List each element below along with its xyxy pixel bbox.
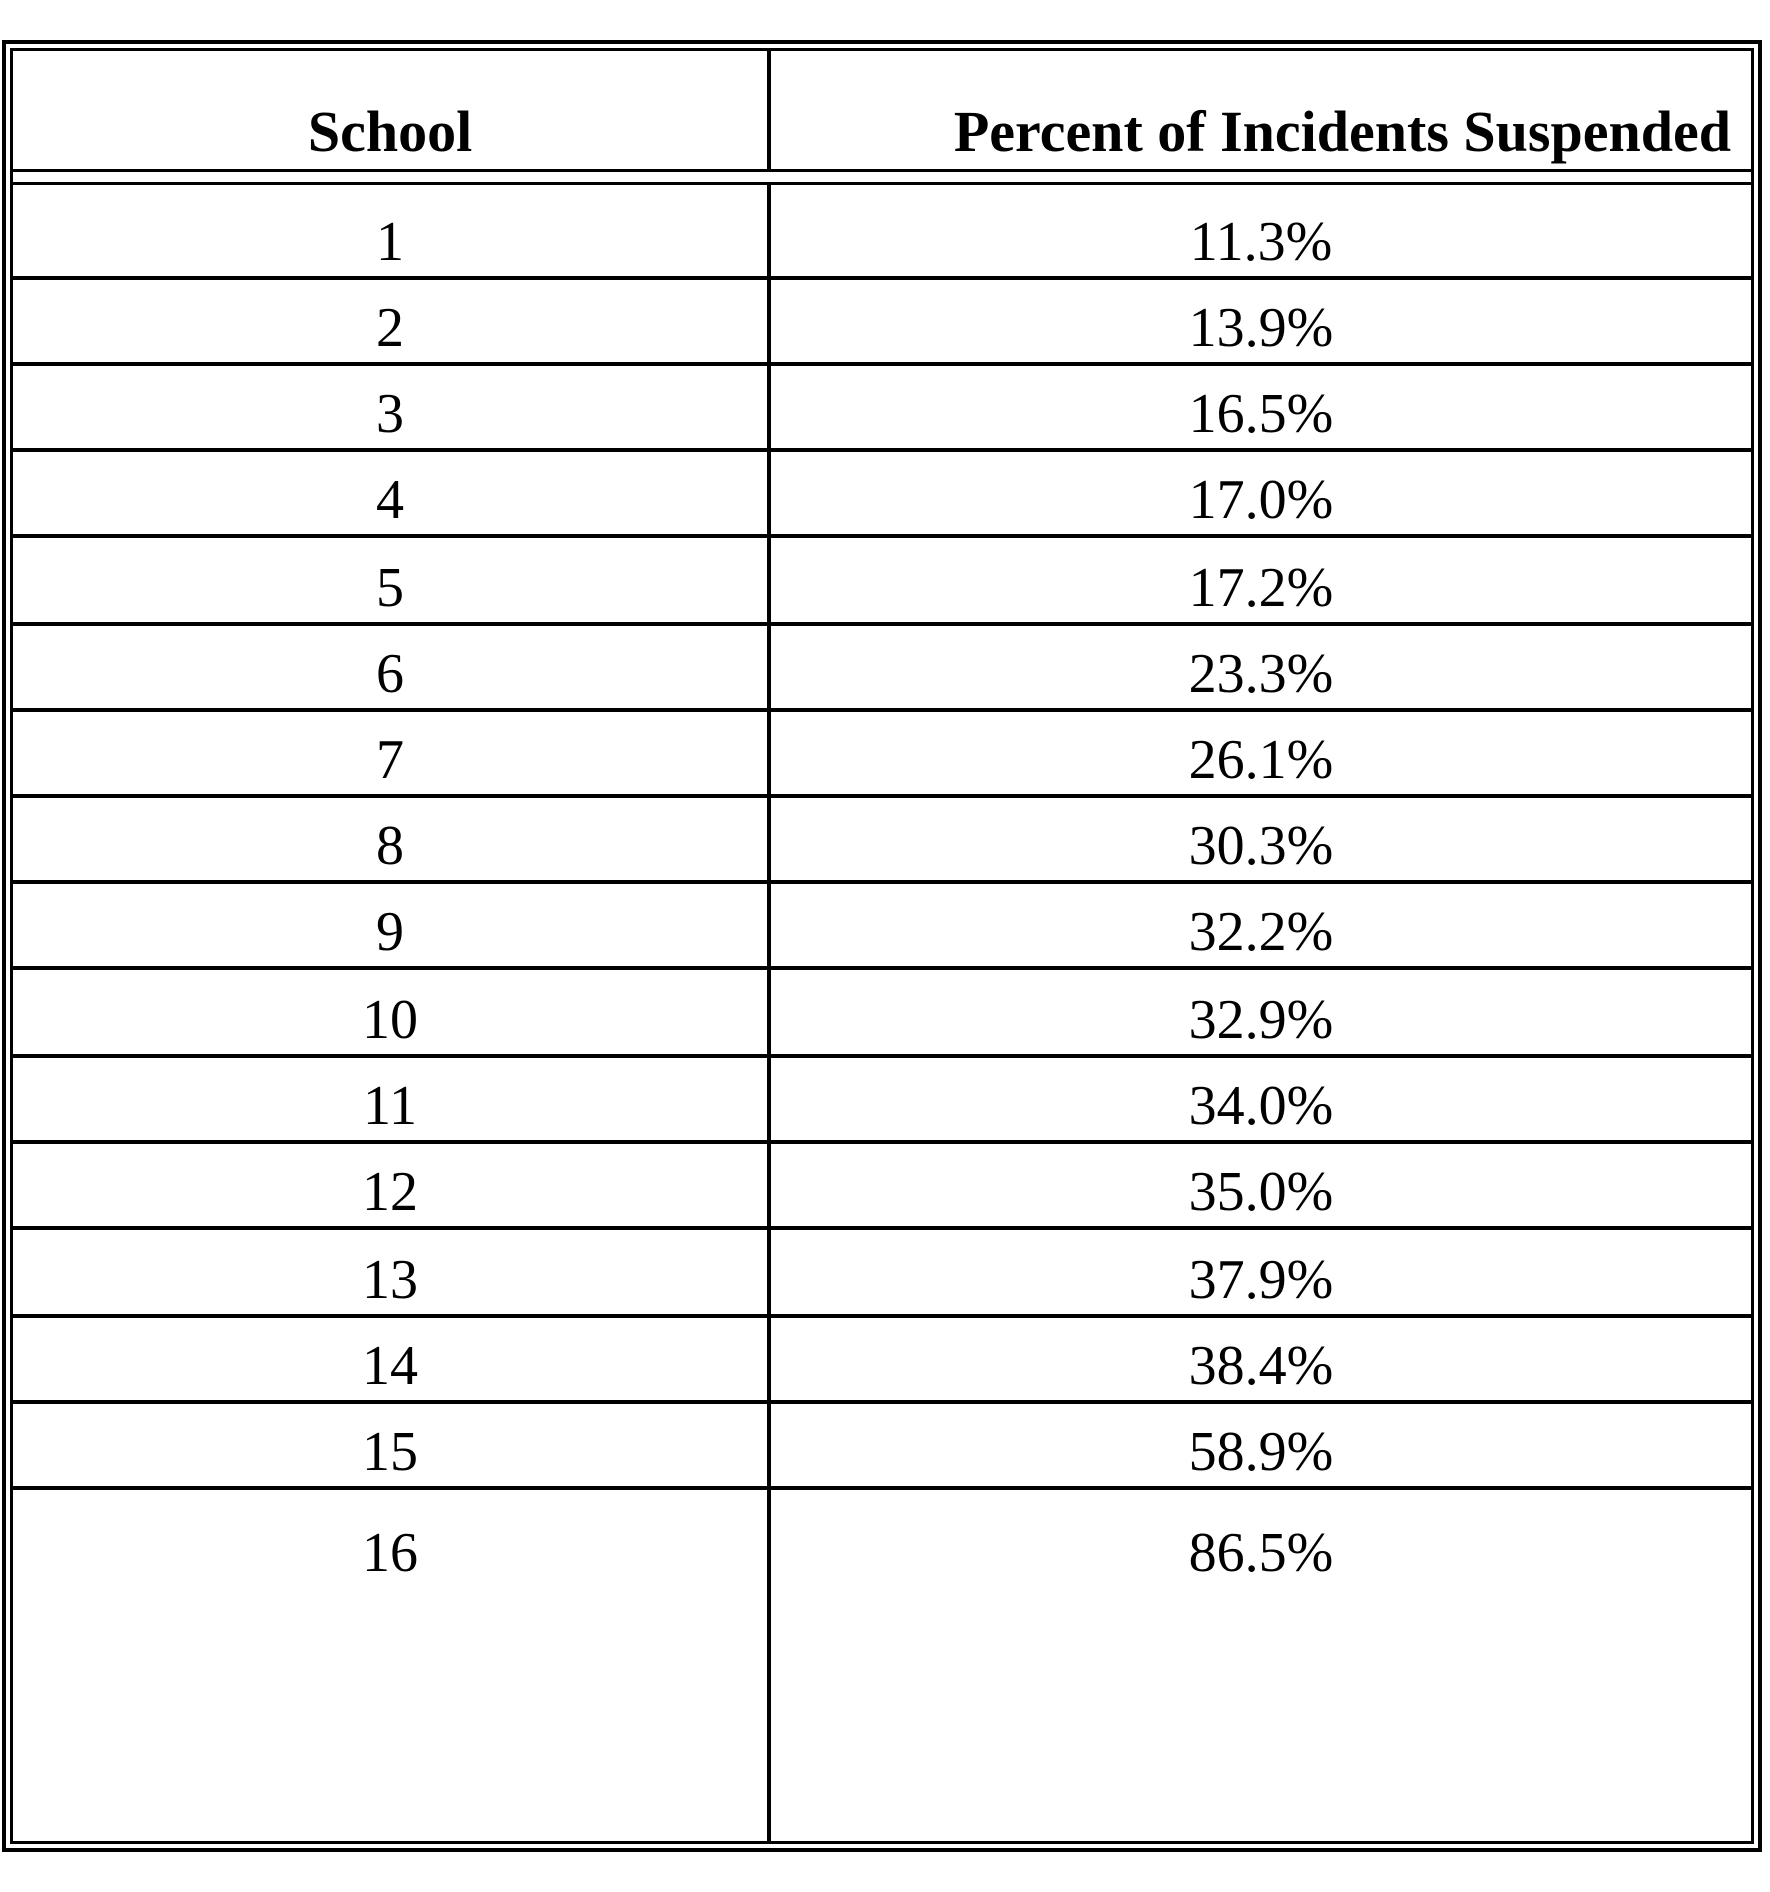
cell-percent-suspended: 17.2%: [1188, 557, 1334, 619]
cell-school: 16: [362, 1522, 418, 1584]
table-row: [13, 182, 1751, 280]
cell-percent-suspended: 13.9%: [1188, 297, 1334, 359]
cell-school: 6: [376, 643, 404, 705]
table-row: [13, 712, 1751, 798]
cell-school: 15: [362, 1421, 418, 1483]
cell-school: 7: [376, 729, 404, 791]
cell-school: 12: [362, 1161, 418, 1223]
table-row: [13, 884, 1751, 970]
table-row: [13, 366, 1751, 452]
cell-percent-suspended: 17.0%: [1188, 469, 1334, 531]
table-row: [13, 1144, 1751, 1230]
cell-school: 10: [362, 989, 418, 1051]
table-row: [13, 452, 1751, 538]
header-percent-suspended: Percent of Incidents Suspended: [953, 99, 1731, 164]
cell-percent-suspended: 86.5%: [1188, 1522, 1334, 1584]
cell-percent-suspended: 23.3%: [1188, 643, 1334, 705]
cell-percent-suspended: 16.5%: [1188, 383, 1334, 445]
cell-school: 5: [376, 557, 404, 619]
table-row: [13, 970, 1751, 1058]
cell-percent-suspended: 37.9%: [1188, 1249, 1334, 1311]
table-row: [13, 1230, 1751, 1318]
cell-percent-suspended: 32.9%: [1188, 989, 1334, 1051]
cell-percent-suspended: 58.9%: [1188, 1421, 1334, 1483]
table-row: [13, 538, 1751, 626]
cell-school: 13: [362, 1249, 418, 1311]
table-row: [13, 280, 1751, 366]
cell-percent-suspended: 35.0%: [1188, 1161, 1334, 1223]
table-row: [13, 1318, 1751, 1404]
table-row: [13, 798, 1751, 884]
cell-percent-suspended: 11.3%: [1189, 211, 1333, 273]
cell-percent-suspended: 26.1%: [1188, 729, 1334, 791]
cell-school: 3: [376, 383, 404, 445]
table-row: [13, 626, 1751, 712]
table-body-frame: [10, 48, 1754, 1844]
table-row: [13, 1490, 1751, 1587]
table-header-row: [13, 51, 1751, 169]
cell-school: 14: [362, 1335, 418, 1397]
cell-school: 9: [376, 901, 404, 963]
cell-school: 2: [376, 297, 404, 359]
cell-school: 4: [376, 469, 404, 531]
cell-school: 11: [363, 1075, 417, 1137]
cell-percent-suspended: 32.2%: [1188, 901, 1334, 963]
cell-school: 8: [376, 815, 404, 877]
cell-percent-suspended: 30.3%: [1188, 815, 1334, 877]
header-school: School: [307, 99, 473, 164]
table-row: [13, 1058, 1751, 1144]
cell-percent-suspended: 38.4%: [1188, 1335, 1334, 1397]
cell-school: 1: [376, 211, 404, 273]
table-rows: [13, 182, 1751, 1841]
table-row: [13, 1404, 1751, 1490]
suspension-table: [2, 40, 1762, 1852]
cell-percent-suspended: 34.0%: [1188, 1075, 1334, 1137]
